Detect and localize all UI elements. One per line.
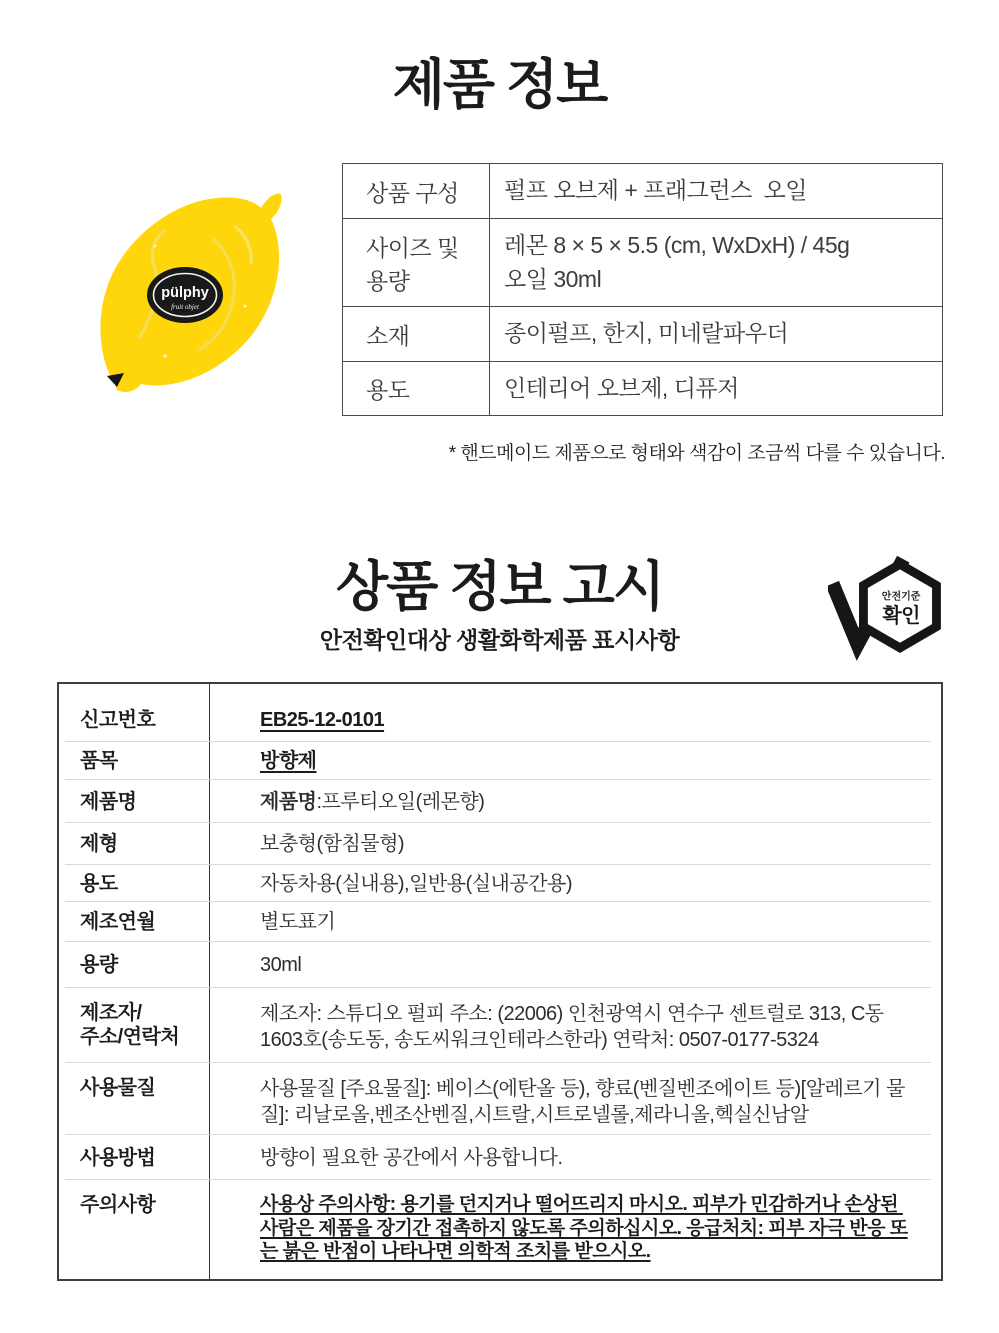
spec-table	[342, 163, 943, 416]
notice-value: 보충형(함침물형)	[260, 833, 405, 855]
handmade-note: * 핸드메이드 제품으로 형태와 색감이 조금씩 다를 수 있습니다.	[448, 443, 945, 464]
notice-label: 제품명	[80, 790, 137, 813]
table-row	[343, 307, 943, 362]
safety-certification-mark-icon	[828, 556, 946, 662]
notice-value: 30ml	[260, 954, 302, 976]
notice-label: 제조자/ 주소/연락처	[80, 1002, 180, 1048]
lemon-illustration-icon	[95, 186, 290, 398]
notice-value: EB25-12-0101	[260, 709, 385, 731]
notice-value: 방향제	[260, 750, 317, 772]
spec-label: 상품 구성	[343, 164, 490, 219]
lemon-product-image	[95, 186, 290, 398]
notice-value: 제품명:프루티오일(레몬향)	[260, 790, 485, 813]
spec-label: 소재	[343, 307, 490, 362]
table-row	[59, 902, 941, 942]
notice-value: 자동차용(실내용),일반용(실내공간용)	[260, 872, 572, 895]
table-row	[59, 1180, 941, 1279]
spec-value: 종이펄프, 한지, 미네랄파우더	[490, 307, 943, 362]
notice-label: 품목	[80, 750, 118, 772]
brand-name: pülphy	[161, 285, 209, 301]
brand-badge	[147, 267, 223, 323]
notice-label: 용량	[80, 954, 118, 976]
table-row	[343, 164, 943, 219]
notice-value: 별도표기	[260, 911, 336, 933]
table-row	[59, 1135, 941, 1180]
section-title: 상품 정보 고시	[336, 557, 663, 617]
table-row	[59, 780, 941, 823]
spec-value: 펄프 오브제 + 프래그런스 오일	[490, 164, 943, 219]
cert-mark-text-small: 안전기준	[881, 591, 921, 603]
notice-label: 제형	[80, 833, 118, 855]
table-row	[343, 219, 943, 307]
spec-label: 용도	[343, 362, 490, 416]
notice-value: 방향이 필요한 공간에서 사용합니다.	[260, 1146, 563, 1169]
notice-value: 제조자: 스튜디오 펄피 주소: (22006) 인천광역시 연수구 센트럴로 313, C동 1603호(송도동, 송도씨워크인테라스한라) 연락처: 0507-0177-5324	[260, 1003, 889, 1051]
table-row	[59, 1063, 941, 1135]
cert-mark-text-big: 확인	[882, 604, 920, 627]
notice-label: 사용방법	[80, 1146, 156, 1169]
table-row	[59, 823, 941, 865]
notice-label: 제조연월	[80, 911, 156, 933]
brand-tagline: fruit objet	[171, 303, 199, 311]
table-row	[59, 942, 941, 988]
page-title: 제품 정보	[392, 55, 607, 115]
table-row	[59, 865, 941, 902]
spec-label: 사이즈 및 용량	[343, 219, 490, 307]
notice-table	[57, 682, 943, 1281]
notice-label: 사용물질	[80, 1077, 156, 1099]
table-row	[59, 684, 941, 742]
notice-label: 주의사항	[80, 1194, 156, 1216]
table-row	[59, 742, 941, 780]
notice-label: 신고번호	[80, 709, 156, 731]
section-subtitle: 안전확인대상 생활화학제품 표시사항	[319, 627, 680, 653]
spec-value: 레몬 8 × 5 × 5.5 (cm, WxDxH) / 45g 오일 30ml	[490, 219, 943, 307]
table-row	[343, 362, 943, 416]
notice-label: 용도	[80, 872, 118, 895]
table-row	[59, 988, 941, 1063]
spec-value: 인테리어 오브제, 디퓨저	[490, 362, 943, 416]
notice-value: 사용상 주의사항: 용기를 던지거나 떨어뜨리지 마시오. 피부가 민감하거나 손상된 사람은 제품을 장기간 접촉하지 않도록 주의하십시오. 응급처치: 피부 자극 반응 또는 붉은 반점이 나타나면 의학적 조치를 받으시오.	[260, 1194, 908, 1262]
notice-value: 사용물질 [주요물질]: 베이스(에탄올 등), 향료(벤질벤조에이트 등)[알레르기 물질]: 리날로올,벤조산벤질,시트랄,시트로넬롤,제라니올,헥실신남알	[260, 1078, 905, 1126]
